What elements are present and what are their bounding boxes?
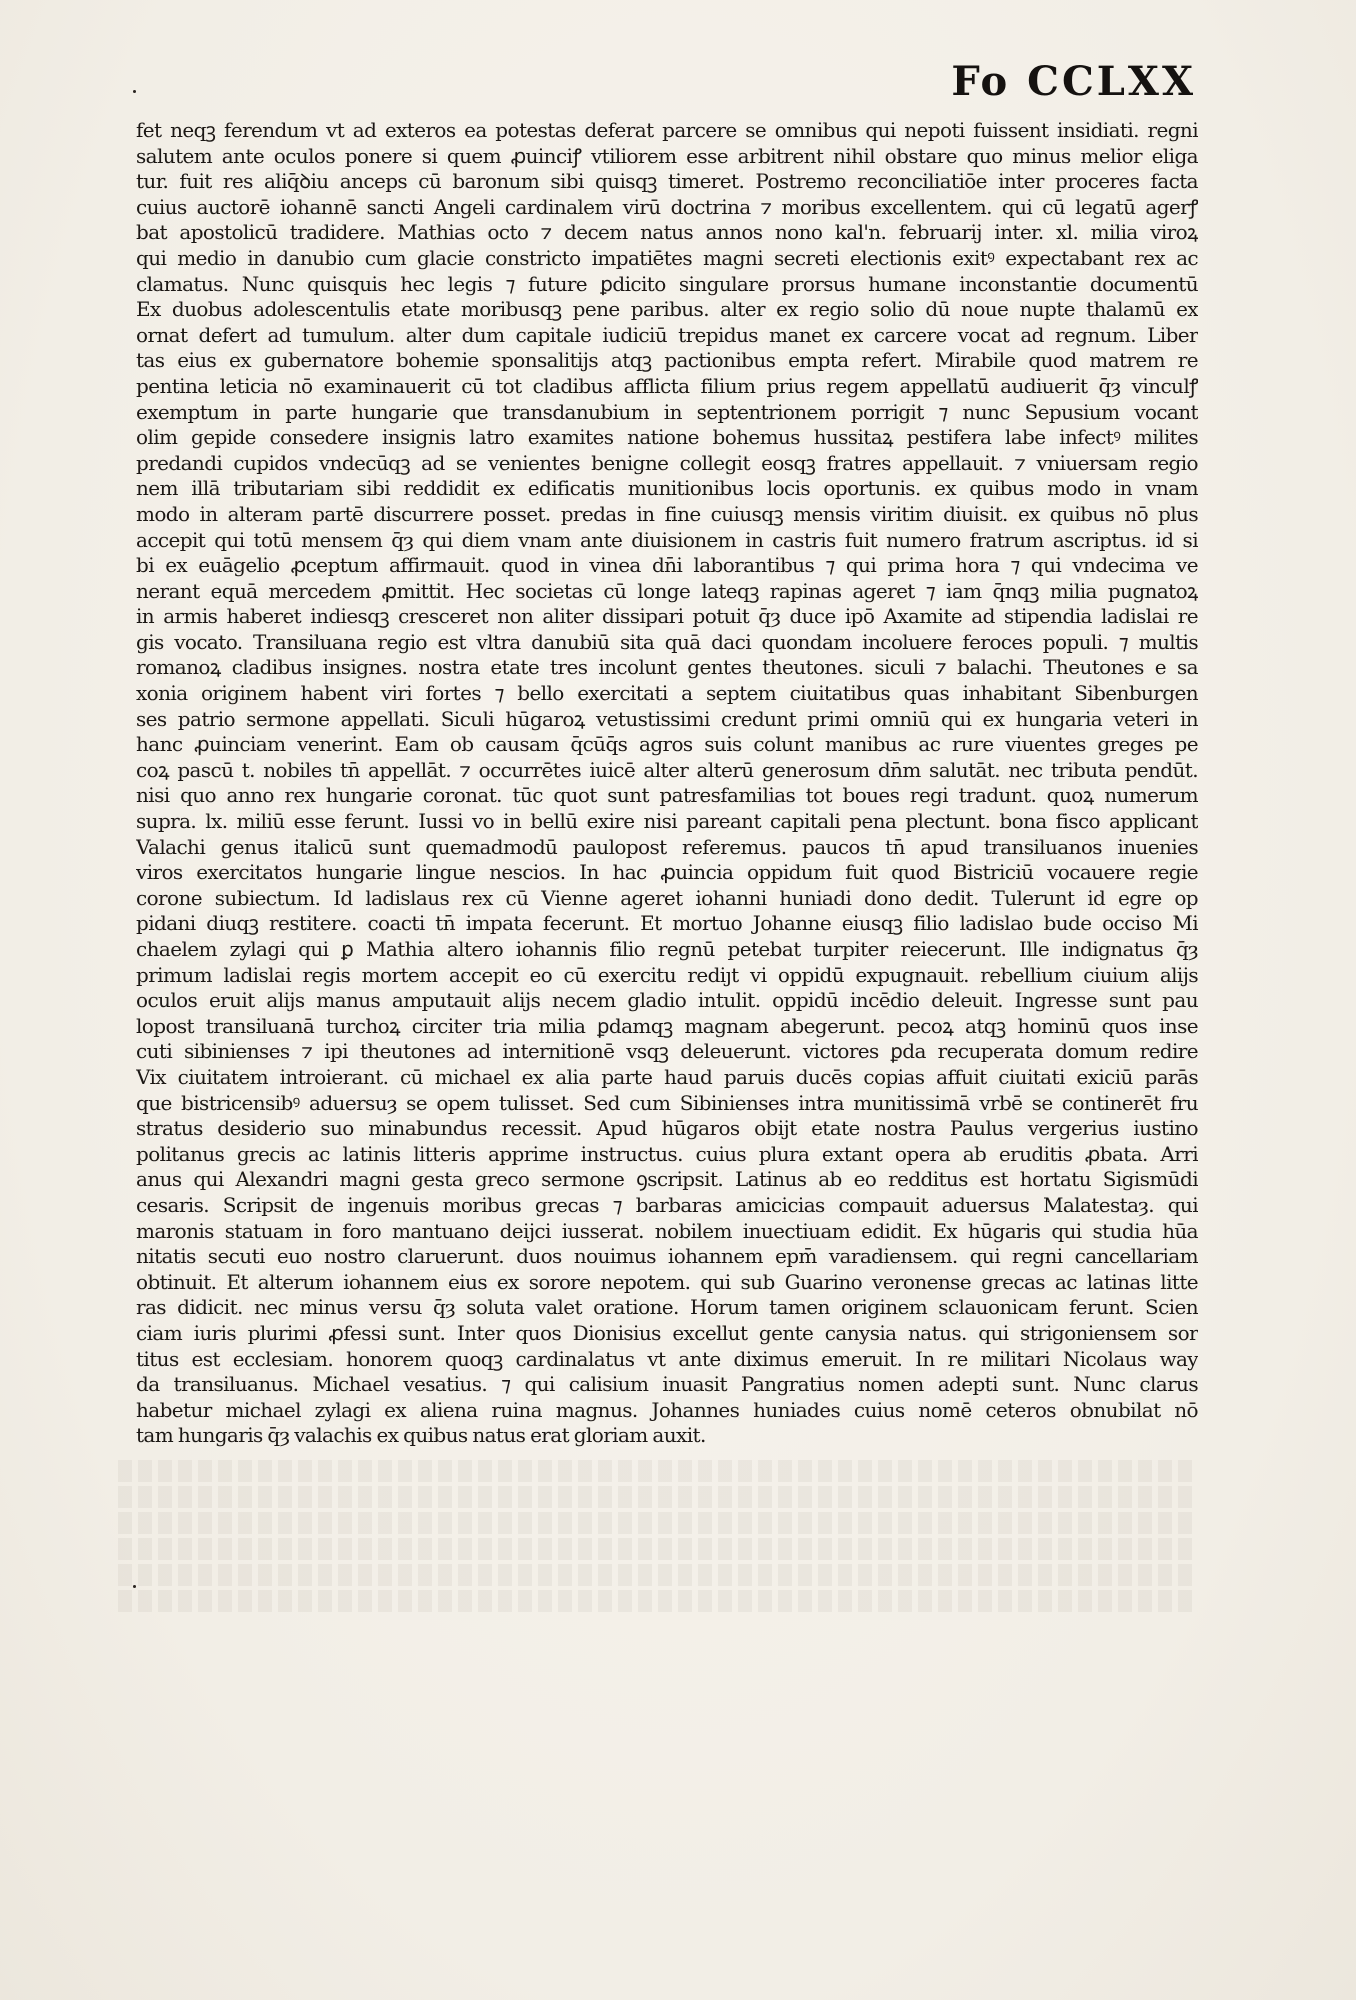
text-line: modo in alteram partē discurrere posset. predas in fine cuiusqꝫ mensis viritim diuisit. ex quibus nō plus bbox=[136, 501, 1198, 526]
bleed-line bbox=[118, 1512, 1198, 1534]
text-line: hanc ꝓuinciam venerint. Eam ob causam q̄cūq̄s agros suis colunt manibus ac rure viuentes greges pe bbox=[136, 732, 1198, 757]
text-line: supra. lx. miliū esse ferunt. Iussi vo in bellū exire nisi pareant capitali pena plectunt. bona fisco applicant bbox=[136, 809, 1198, 834]
text-line: cuius auctorē iohannē sancti Angeli cardinalem virū doctrina ⁊ moribus excellentem. qui cū legatū agerꝭ bbox=[136, 194, 1198, 219]
text-line: salutem ante oculos ponere si quem ꝓuinciꝭ vtiliorem esse arbitrent nihil obstare quo minus melior eliga bbox=[136, 143, 1198, 168]
text-line: obtinuit. Et alterum iohannem eius ex sorore nepotem. qui sub Guarino veronense grecas ac latinas litte bbox=[136, 1269, 1198, 1294]
bleed-line bbox=[118, 1486, 1198, 1508]
text-line: olim gepide consedere insignis latro examites natione bohemus hussitaꝝ pestifera labe infectꝰ milites bbox=[136, 425, 1198, 450]
ink-speck bbox=[133, 90, 136, 93]
text-line: ses patrio sermone appellati. Siculi hūgaroꝝ vetustissimi credunt primi omniū qui ex hungaria veteri in bbox=[136, 706, 1198, 731]
text-line: tur. fuit res aliq̄ꝺiu anceps cū baronum sibi quisqꝫ timeret. Postremo reconciliatiōe inter proceres facta bbox=[136, 169, 1198, 194]
text-line: bi ex euāgelio ꝓceptum affirmauit. quod in vinea dn̄i laborantibus ⁊ qui prima hora ⁊ qui vndecima ve bbox=[136, 553, 1198, 578]
bleed-line bbox=[118, 1460, 1198, 1482]
text-line: cesaris. Scripsit de ingenuis moribus grecas ⁊ barbaras amicicias compauit aduersus Malatestaȝ. qui bbox=[136, 1192, 1198, 1217]
bleed-line bbox=[118, 1564, 1198, 1586]
text-line: corone subiectum. Id ladislaus rex cū Vienne ageret iohanni huniadi dono dedit. Tulerunt id egre op bbox=[136, 885, 1198, 910]
text-line: in armis haberet indiesqꝫ cresceret non aliter dissipari potuit q̄ȝ duce ipō Axamite ad stipendia ladislai re bbox=[136, 604, 1198, 629]
text-line: politanus grecis ac latinis litteris apprime instructus. cuius plura extant opera ab eruditis ꝓbata. Arri bbox=[136, 1141, 1198, 1166]
text-line: coꝝ pascū t. nobiles tn̄ appellāt. ⁊ occurrētes iuicē alter alterū generosum dn̄m salutāt. nec tributa pendūt. bbox=[136, 757, 1198, 782]
bleed-through-text bbox=[118, 1460, 1198, 1616]
text-line: ciam iuris plurimi ꝓfessi sunt. Inter quos Dionisius excellut gente canysia natus. qui strigoniensem sor bbox=[136, 1320, 1198, 1345]
text-line: habetur michael zylagi ex aliena ruina magnus. Johannes huniades cuius nomē ceteros obnubilat nō bbox=[136, 1397, 1198, 1422]
text-line: maronis statuam in foro mantuano deijci iusserat. nobilem inuectiuam edidit. Ex hūgaris qui studia hūa bbox=[136, 1218, 1198, 1243]
text-line: accepit qui totū mensem q̄ȝ qui diem vnam ante diuisionem in castris fuit numero fratrum ascriptus. id si bbox=[136, 527, 1198, 552]
text-line: anus qui Alexandri magni gesta greco sermone ꝯscripsit. Latinus ab eo redditus est hortatu Sigismūdi bbox=[136, 1167, 1198, 1192]
text-line: gis vocato. Transiluana regio est vltra danubiū sita quā daci quondam incoluere feroces populi. ⁊ multis bbox=[136, 629, 1198, 654]
text-line: primum ladislai regis mortem accepit eo cū exercitu rediȷt vi oppidū expugnauit. rebellium ciuium alijs bbox=[136, 962, 1198, 987]
text-line: ornat defert ad tumulum. alter dum capitale iudiciū trepidus manet ex carcere vocat ad regnum. Liber bbox=[136, 322, 1198, 347]
text-line: fet neqꝫ ferendum vt ad exteros ea potestas deferat parcere se omnibus qui nepoti fuissent insidiati. regni bbox=[136, 118, 1198, 142]
text-line: tas eius ex gubernatore bohemie sponsalitijs atqꝫ pactionibus empta refert. Mirabile quod matrem re bbox=[136, 348, 1198, 373]
text-line: stratus desiderio suo minabundus recessit. Apud hūgaros obijt etate nostra Paulus vergerius iustino bbox=[136, 1116, 1198, 1141]
text-line: qui medio in danubio cum glacie constricto impatiētes magni secreti electionis exitꝰ expectabant rex ac bbox=[136, 245, 1198, 270]
text-line: exemptum in parte hungarie que transdanubium in septentrionem porrigit ⁊ nunc Sepusium vocant bbox=[136, 399, 1198, 424]
folio-number: Fo CCLXX bbox=[951, 58, 1196, 105]
text-line: que bistricensibꝰ aduersuȝ se opem tulisset. Sed cum Sibinienses intra munitissimā vrbē se continerēt fru bbox=[136, 1090, 1198, 1115]
text-line: ras didicit. nec minus versu q̄ȝ soluta valet oratione. Horum tamen originem sclauonicam ferunt. Scien bbox=[136, 1295, 1198, 1320]
text-line: oculos eruit alijs manus amputauit alijs necem gladio intulit. oppidū incēdio deleuit. Ingresse sunt pau bbox=[136, 988, 1198, 1013]
text-line: pentina leticia nō examinauerit cū tot cladibus afflicta filium prius regem appellatū audiuerit q̄ȝ vinculꝭ bbox=[136, 373, 1198, 398]
text-line: da transiluanus. Michael vesatius. ⁊ qui calisium inuasit Pangratius nomen adepti sunt. Nunc clarus bbox=[136, 1372, 1198, 1397]
text-line: nerant equā mercedem ꝓmittit. Hec societas cū longe lateqꝫ rapinas ageret ⁊ iam q̄nqꝫ milia pugnatoꝝ bbox=[136, 578, 1198, 603]
text-line: Valachi genus italicū sunt quemadmodū paulopost referemus. paucos tn̄ apud transiluanos inuenies bbox=[136, 834, 1198, 859]
main-text-block bbox=[136, 118, 1198, 1449]
text-line: pidani diuqꝫ restitere. coacti tn̄ impata fecerunt. Et mortuo Johanne eiusqꝫ filio ladislao bude occiso Mi bbox=[136, 911, 1198, 936]
text-line: cuti sibinienses ⁊ ipi theutones ad internitionē vsqꝫ deleuerunt. victores ꝑda recuperata domum redire bbox=[136, 1039, 1198, 1064]
text-line: romanoꝝ cladibus insignes. nostra etate tres incolunt gentes theutones. siculi ⁊ balachi. Theutones e sa bbox=[136, 655, 1198, 680]
text-line: chaelem zylagi qui ꝑ Mathia altero iohannis filio regnū petebat turpiter reiecerunt. Ille indignatus q̄ȝ bbox=[136, 937, 1198, 961]
text-line: clamatus. Nunc quisquis hec legis ⁊ future ꝑdicito singulare prorsus humane inconstantie documentū bbox=[136, 271, 1198, 296]
bleed-line bbox=[118, 1538, 1198, 1560]
text-line: nisi quo anno rex hungarie coronat. tūc quot sunt patresfamilias tot boues regi tradunt. quoꝝ numerum bbox=[136, 783, 1198, 808]
text-line: nitatis secuti euo nostro claruerunt. duos nouimus iohannem epm̄ varadiensem. qui regni cancellariam bbox=[136, 1244, 1198, 1269]
text-line: Ex duobus adolescentulis etate moribusqꝫ pene paribus. alter ex regio solio dū noue nupte thalamū ex bbox=[136, 297, 1198, 322]
text-line: lopost transiluanā turchoꝝ circiter tria milia ꝑdamqꝫ magnam abegerunt. pecoꝝ atqꝫ hominū quos inse bbox=[136, 1013, 1198, 1038]
text-line: predandi cupidos vndecūqꝫ ad se venientes benigne collegit eosqꝫ fratres appellauit. ⁊ vniuersam regio bbox=[136, 450, 1198, 475]
text-line: bat apostolicū tradidere. Mathias octo ⁊ decem natus annos nono kal'n. februarij inter. xl. milia viroꝝ bbox=[136, 220, 1198, 245]
text-line: Vix ciuitatem introierant. cū michael ex alia parte haud paruis ducēs copias affuit ciuitati exiciū parās bbox=[136, 1064, 1198, 1089]
text-line: titus est ecclesiam. honorem quoqꝫ cardinalatus vt ante diximus emeruit. In re militari Nicolaus way bbox=[136, 1346, 1198, 1371]
text-line: tam hungaris q̄ȝ valachis ex quibus natus erat gloriam auxit. bbox=[136, 1423, 706, 1448]
text-line: nem illā tributariam sibi reddidit ex edificatis munitionibus locis oportunis. ex quibus modo in vnam bbox=[136, 476, 1198, 501]
text-line: xonia originem habent viri fortes ⁊ bello exercitati a septem ciuitatibus quas inhabitant Sibenburgen bbox=[136, 681, 1198, 706]
bleed-line bbox=[118, 1590, 1198, 1612]
text-line: viros exercitatos hungarie lingue nescios. In hac ꝓuincia oppidum fuit quod Bistriciū vocauere regie bbox=[136, 860, 1198, 885]
ink-speck bbox=[133, 1585, 136, 1588]
